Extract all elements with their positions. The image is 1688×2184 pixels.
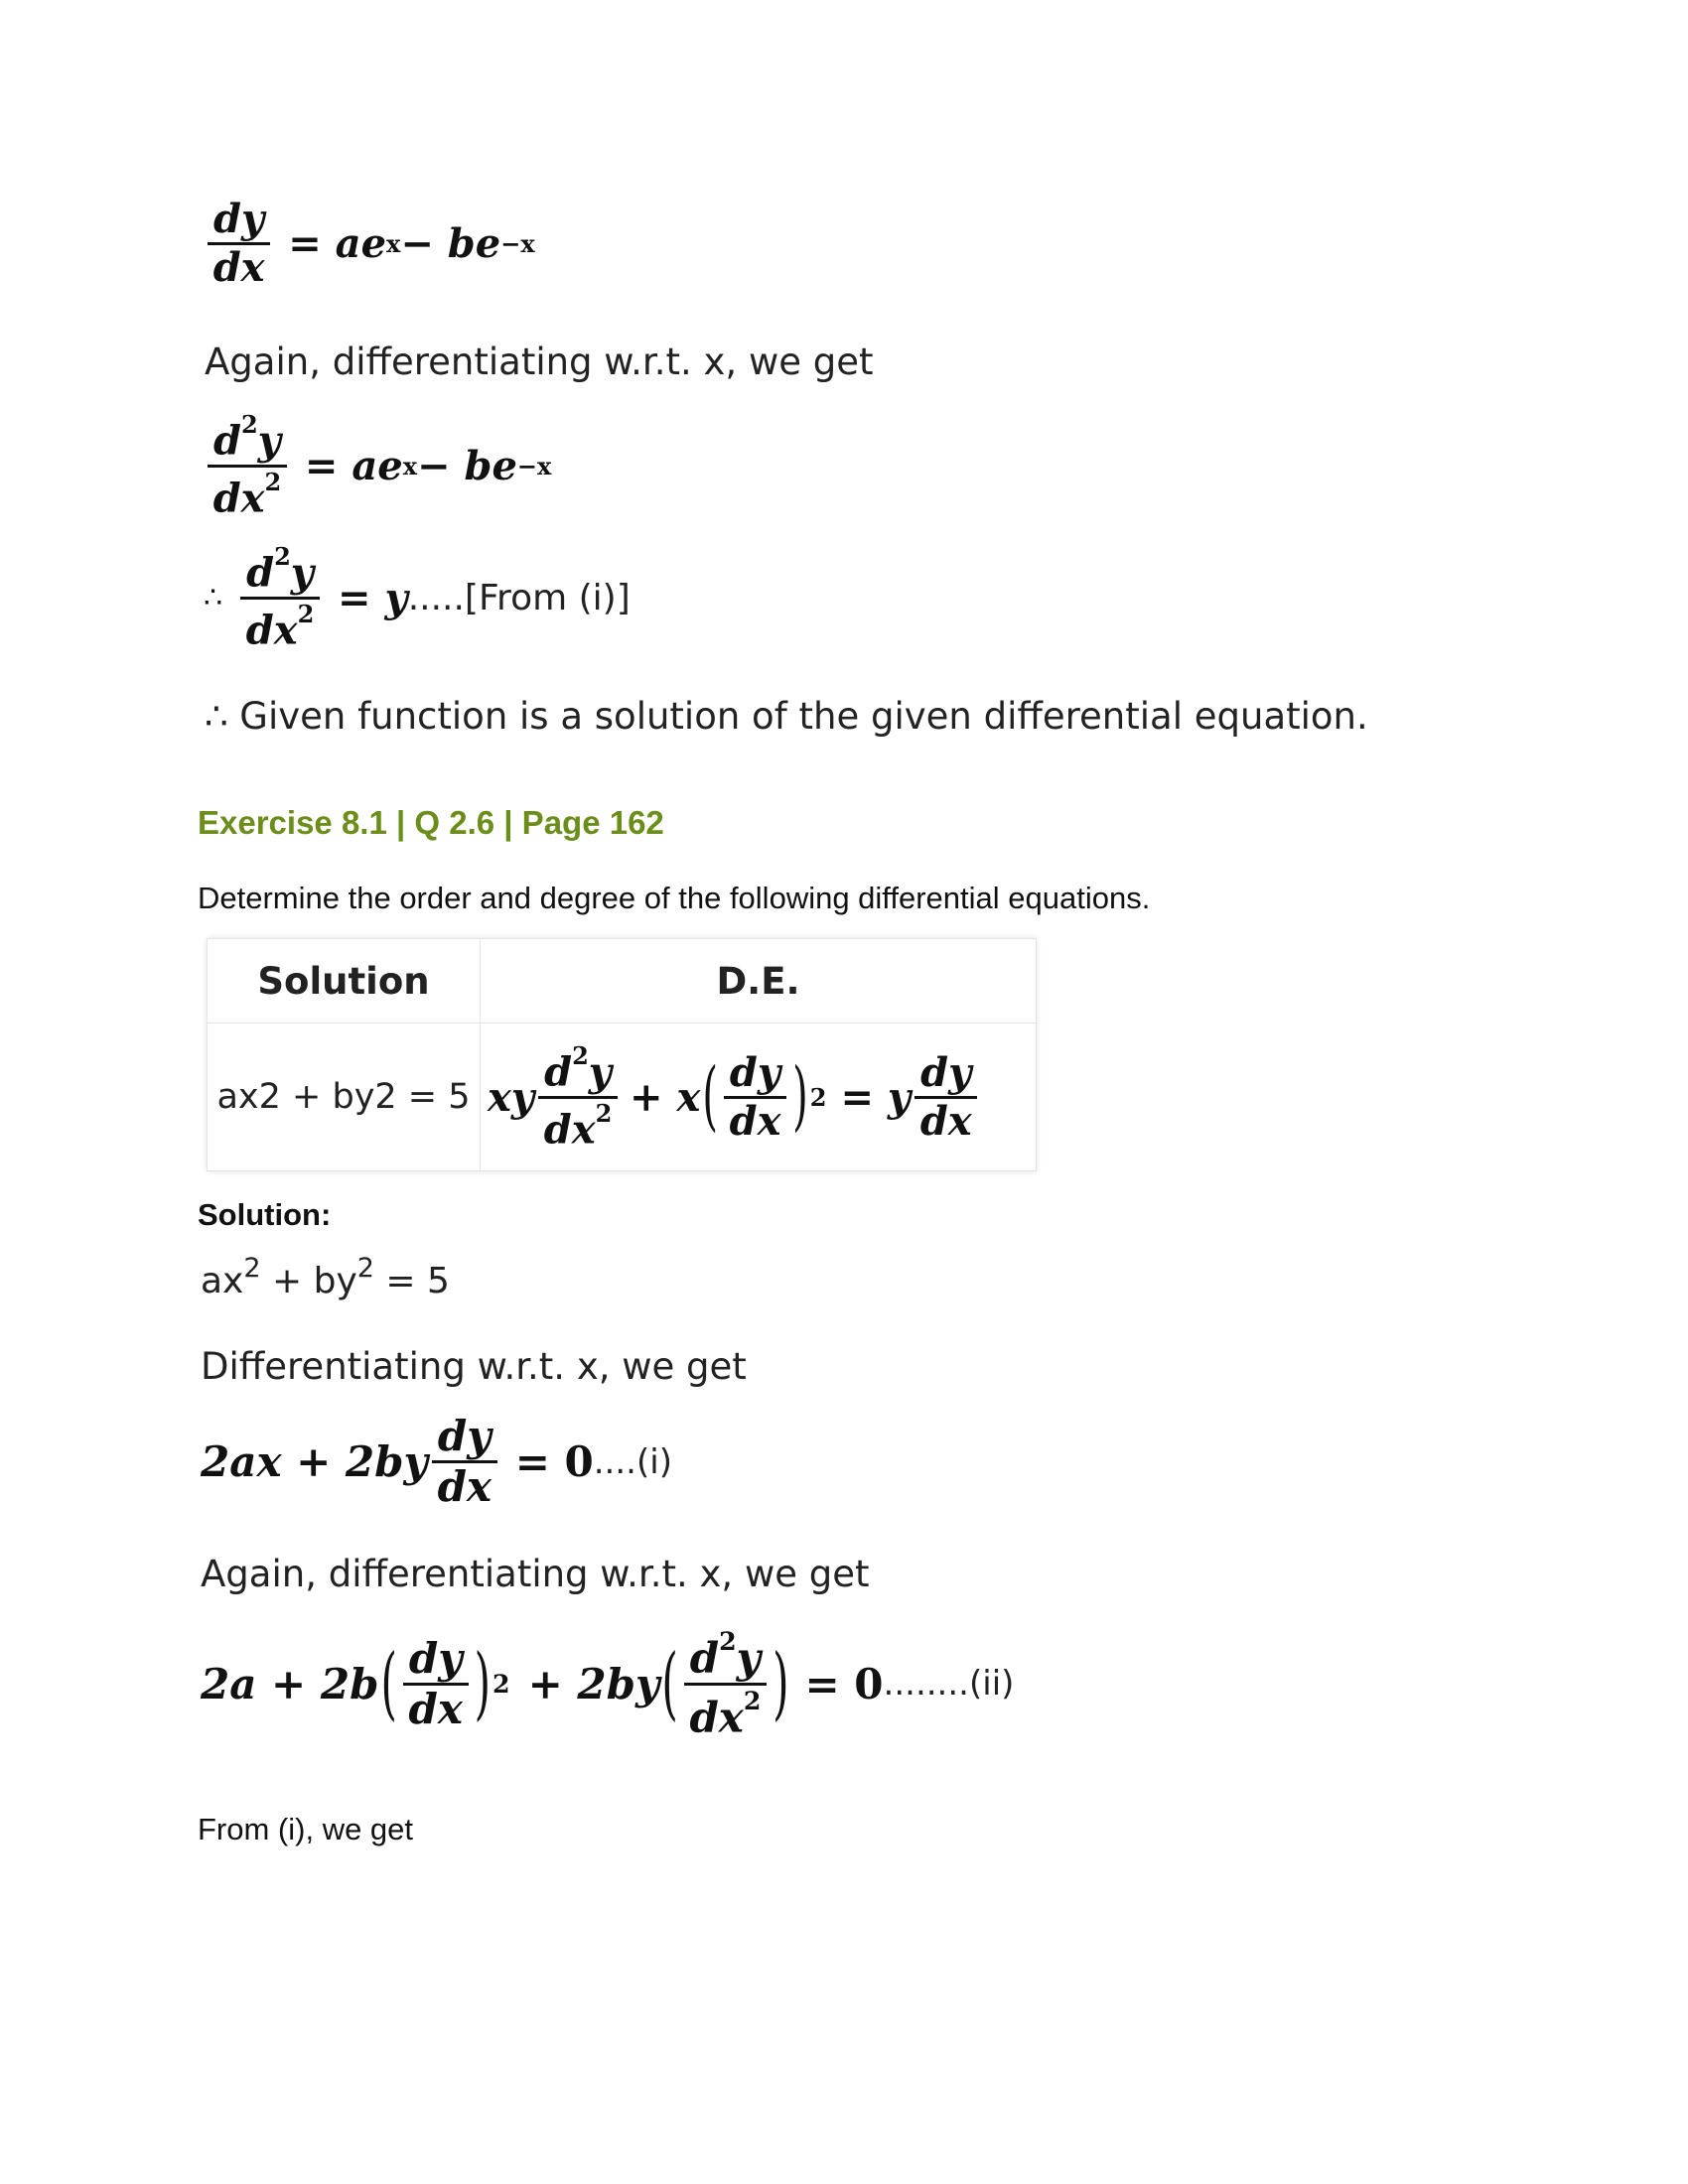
therefore-symbol: ∴ (204, 580, 223, 615)
reference-note: .....[From (i)] (407, 577, 631, 618)
fraction-d2y-dx2: $\frac{d^2y}{dx^2}$ (208, 412, 287, 519)
table-row (208, 1024, 1037, 1171)
text-again-differentiating: Again, differentiating w.r.t. x, we get (205, 341, 874, 383)
text-again-differentiating-2: Again, differentiating w.r.t. x, we get (201, 1553, 870, 1595)
exercise-heading: Exercise 8.1 | Q 2.6 | Page 162 (198, 804, 664, 841)
equation-therefore-d2y-equals-y: ∴ $\frac{d^2y}{dx^2}$ = y .....[From (i)] (204, 542, 631, 654)
fraction-dy-dx: $\frac{dy}{dx}$ (208, 199, 270, 289)
equation-first-derivative: $\frac{dy}{dx}$ = ae x − be −x (204, 199, 535, 289)
equation-ii: 2a + 2b ( $\frac{dy}{dx}$ ) 2 + 2by ( $\frac{d^2y}{dx^2}$ ) = 0 ........(ii) (201, 1626, 1015, 1742)
column-header-solution: Solution (208, 939, 481, 1024)
left-paren: ( (702, 1053, 718, 1141)
cell-solution: ax2 + by2 = 5 (208, 1024, 481, 1171)
given-equation: $ax^2 + by^2 = 5$ (201, 1253, 450, 1302)
equation-i: 2ax + 2by $\frac{dy}{dx}$ = 0 ....(i) (201, 1412, 672, 1512)
text-from-i: From (i), we get (198, 1812, 414, 1846)
equation-label-i: ....(i) (593, 1441, 672, 1482)
question-prompt: Determine the order and degree of the following differential equations. (198, 881, 1151, 915)
column-header-de: D.E. (481, 939, 1037, 1024)
solution-de-table (207, 938, 1037, 1171)
equation-second-derivative: $\frac{d^2y}{dx^2}$ = ae x − be −x (204, 412, 551, 519)
equation-label-ii: ........(ii) (883, 1664, 1015, 1705)
right-paren: ) (792, 1053, 808, 1141)
conclusion-text: ∴ Given function is a solution of the given differential equation. (205, 695, 1368, 738)
solution-label: Solution: (198, 1197, 332, 1232)
text-differentiating: Differentiating w.r.t. x, we get (201, 1345, 747, 1388)
cell-de: xy $\frac{d^2y}{dx^2}$ + x ( $\frac{dy}{dx}$ ) 2 = y $\frac{dy}{dx}$ (481, 1024, 1037, 1171)
